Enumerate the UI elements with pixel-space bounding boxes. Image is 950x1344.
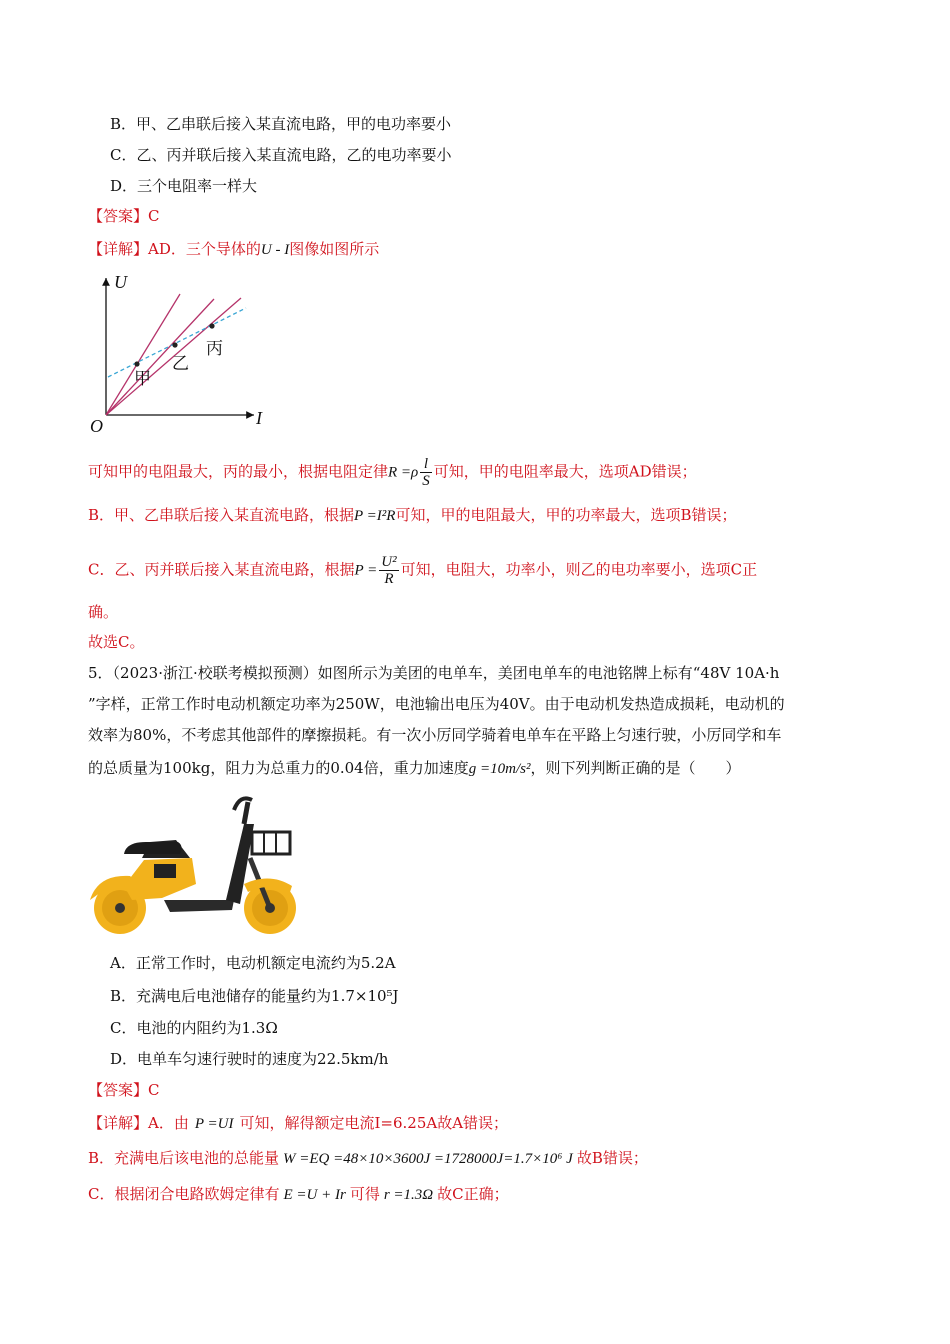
gravity-formula: g =10m/s² (468, 761, 531, 777)
q4-detail-line3-cont: 确。 (88, 603, 119, 621)
fraction-denominator: R (384, 571, 394, 587)
line2-text-b: 可知，甲的电阻最大，甲的功率最大，选项B错误； (395, 506, 737, 524)
stem-line4-b: ，则下列判断正确的是（ ） (530, 759, 741, 777)
ui-expression: U - I (260, 242, 290, 258)
q5-detail-a (88, 1113, 508, 1134)
ohm-law-formula: E =U + Ir (283, 1187, 346, 1203)
detail-b-text-1: B．充满电后该电池的总能量 (88, 1149, 280, 1167)
energy-formula: W =EQ =48×10×3600J =1728000J=1.7×10⁶ J (283, 1151, 573, 1167)
fraction-numerator: U² (381, 554, 397, 570)
axis-u-label: U (114, 272, 127, 292)
detail-a-text-3: 故A错误； (437, 1114, 509, 1132)
resistance-result: r =1.3Ω (383, 1187, 434, 1203)
answer-value: C (148, 207, 160, 225)
axis-i-label: I (256, 408, 262, 428)
detail-c-text-3: 故C正确； (437, 1185, 509, 1203)
q4-detail-line3 (88, 554, 757, 587)
resistance-fraction (420, 456, 432, 489)
label-jia: 甲 (134, 369, 151, 389)
q4-option-d: D．三个电阻率一样大 (110, 177, 258, 195)
q5-detail-c (88, 1184, 509, 1205)
q5-stem-line4 (88, 758, 740, 779)
q4-detail-line1 (88, 456, 697, 489)
q5-option-a: A．正常工作时，电动机额定电流约为5.2A (110, 954, 396, 972)
answer-label: 【答案】 (88, 207, 149, 225)
q5-option-d: D．电单车匀速行驶时的速度为22.5km/h (110, 1050, 389, 1068)
q4-detail-line2 (88, 505, 736, 526)
q5-stem-line1: 5．（2023·浙江·校联考模拟预测）如图所示为美团的电单车，美团电单车的电池铭牌上标有“48V 10A·h (88, 664, 780, 682)
detail-a-text-2: 可知，解得额定电流 (239, 1114, 375, 1132)
power-formula-ui: P =UI (194, 1116, 234, 1132)
q5-detail-b (88, 1148, 648, 1169)
detail-intro-end: 图像如图所示 (289, 240, 380, 258)
detail-a-text-1: A．由 (148, 1114, 189, 1132)
detail-b-text-2: 故B错误； (576, 1149, 648, 1167)
detail-c-text-2: 可得 (349, 1185, 380, 1203)
line1-text-a: 可知甲的电阻最大，丙的最小，根据电阻定律 (88, 462, 389, 481)
detail-c-text-1: C．根据闭合电路欧姆定律有 (88, 1185, 280, 1203)
q4-option-c: C．乙、丙并联后接入某直流电路，乙的电功率要小 (110, 146, 452, 164)
line3-text-b: 可知，电阻大，功率小，则乙的电功率要小，选项C正 (400, 560, 758, 579)
fraction-denominator: S (422, 473, 430, 489)
q5-answer (88, 1080, 160, 1100)
q4-option-b: B．甲、乙串联后接入某直流电路，甲的电功率要小 (110, 115, 452, 133)
detail-label: 【详解】 (88, 1114, 149, 1132)
power-fraction (379, 554, 398, 587)
label-bing: 丙 (206, 339, 223, 359)
q4-detail-intro (88, 239, 379, 260)
answer-value: C (148, 1081, 160, 1099)
stem-line4-a: 的总质量为100kg，阻力为总重力的0.04倍，重力加速度 (88, 759, 469, 777)
detail-intro-text: AD．三个导体的 (148, 240, 261, 258)
ui-graph (84, 270, 284, 440)
q5-option-b: B．充满电后电池储存的能量约为1.7×10⁵J (110, 987, 399, 1005)
label-yi: 乙 (172, 354, 189, 374)
q4-conclusion: 故选C。 (88, 633, 145, 651)
detail-label: 【详解】 (88, 240, 149, 258)
line-jia (106, 294, 180, 415)
q5-stem-line2: ”字样，正常工作时电动机额定功率为250W，电池输出电压为40V。由于电动机发热造成损耗，电动机的 (88, 695, 785, 713)
line3-text-a: C．乙、丙并联后接入某直流电路，根据 (88, 560, 355, 579)
q5-option-c: C．电池的内阻约为1.3Ω (110, 1019, 278, 1037)
point-jia (134, 361, 139, 366)
q4-answer (88, 206, 160, 226)
point-yi (172, 342, 177, 347)
line2-text-a: B．甲、乙串联后接入某直流电路，根据 (88, 506, 355, 524)
fraction-numerator: l (420, 456, 432, 473)
resistance-formula: R =ρ (388, 464, 419, 481)
line1-text-b: 可知，甲的电阻率最大，选项AD错误； (433, 462, 697, 481)
origin-label: O (90, 416, 103, 436)
power-formula-i2r: P =I²R (354, 508, 396, 524)
power-formula-u2r: P = (354, 562, 378, 579)
detail-a-current: I=6.25A (374, 1114, 438, 1132)
electric-scooter-image (84, 788, 306, 938)
line-yi (106, 299, 214, 415)
q5-stem-line3: 效率为80%，不考虑其他部件的摩擦损耗。有一次小厉同学骑着电单车在平路上匀速行驶，小厉同学和车 (88, 726, 782, 744)
answer-label: 【答案】 (88, 1081, 149, 1099)
point-bing (209, 323, 214, 328)
